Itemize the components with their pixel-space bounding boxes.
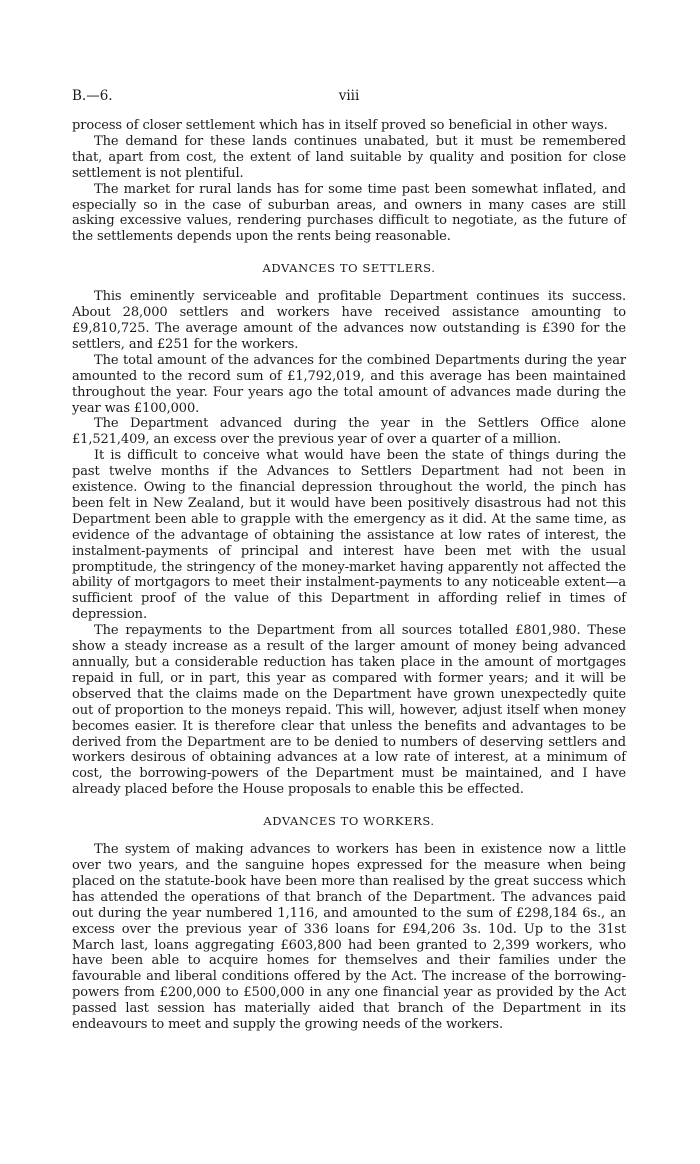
paragraph: The repayments to the Department from all sources totalled £801,980. These show a steady increase as a result of the larger amount of money being advanced annually, but a considerable reduction has taken place in the amount of mortgages repaid in full, or in part, this year as compared with former years; and it will be observed that the claims made on the Department have grown unexpectedly quite out of proportion to the moneys repaid. This will, however, adjust itself when money becomes easier. It is therefore clear that unless the benefits and advantages to be derived from the Department are to be denied to numbers of deserving settlers and workers desirous of obtaining advances at a low rate of interest, at a minimum of cost, the borrowing-powers of the Department must be maintained, and I have already placed before the House proposals to enable this be effected.	[72, 623, 626, 798]
paragraph: The system of making advances to workers has been in existence now a little over two years, and the sanguine hopes expressed for the measure when being placed on the statute-book have been more than realised by the great success which has attended the operations of that branch of the Department. The advances paid out during the year numbered 1,116, and amounted to the sum of £298,184 6s., an excess over the previous year of 336 loans for £94,206 3s. 10d. Up to the 31st March last, loans aggregating £603,800 had been granted to 2,399 workers, who have been able to acquire homes for themselves and their families under the favourable and liberal conditions offered by the Act. The increase of the borrowing-powers from £200,000 to £500,000 in any one financial year as provided by the Act passed last session has materially aided that branch of the Department in its endeavours to meet and supply the growing needs of the workers.	[72, 842, 626, 1033]
paragraph: This eminently serviceable and profitable Department continues its success. About 28,000 settlers and workers have received assistance amounting to £9,810,725. The average amount of the advances now outstanding is £390 for the settlers, and £251 for the workers.	[72, 289, 626, 352]
page-header	[72, 88, 626, 106]
paragraph: The demand for these lands continues unabated, but it must be remembered that, apart from cost, the extent of land suitable by quality and position for close settlement is not plentiful.	[72, 133, 626, 181]
paragraph: It is difficult to conceive what would have been the state of things during the past twelve months if the Advances to Settlers Department had not been in existence. Owing to the financial depression throughout the world, the pinch has been felt in New Zealand, but it would have been positively disastrous had not this Department been able to grapple with the emergency as it did. At the same time, as evidence of the advantage of obtaining the assistance at low rates of interest, the instalment-payments of principal and interest have been met with the usual promptitude, the stringency of the money-market having apparently not affected the ability of mortgagors to meet their instalment-payments to any noticeable extent—a sufficient proof of the value of this Department in affording relief in times of depression.	[72, 448, 626, 623]
paragraph: The market for rural lands has for some time past been somewhat inflated, and especially so in the case of suburban areas, and owners in many cases are still asking excessive values, rendering purchases difficult to negotiate, as the future of the settlements depends upon the rents being reasonable.	[72, 181, 626, 245]
paragraph: The Department advanced during the year in the Settlers Office alone £1,521,409, an excess over the previous year of over a quarter of a million.	[72, 416, 626, 448]
document-reference: B.—6.	[72, 88, 113, 104]
page-number: viii	[338, 88, 360, 104]
paragraph: The total amount of the advances for the combined Departments during the year amounted to the record sum of £1,792,019, and this average has been maintained throughout the year. Four years ago the total amount of advances made during the year was £100,000.	[72, 352, 626, 416]
body-text	[72, 118, 626, 1033]
section-heading-workers: ADVANCES TO WORKERS.	[263, 814, 435, 829]
section-heading-settlers: ADVANCES TO SETTLERS.	[262, 261, 436, 276]
paragraph: process of closer settlement which has in itself proved so beneficial in other ways.	[72, 118, 608, 133]
